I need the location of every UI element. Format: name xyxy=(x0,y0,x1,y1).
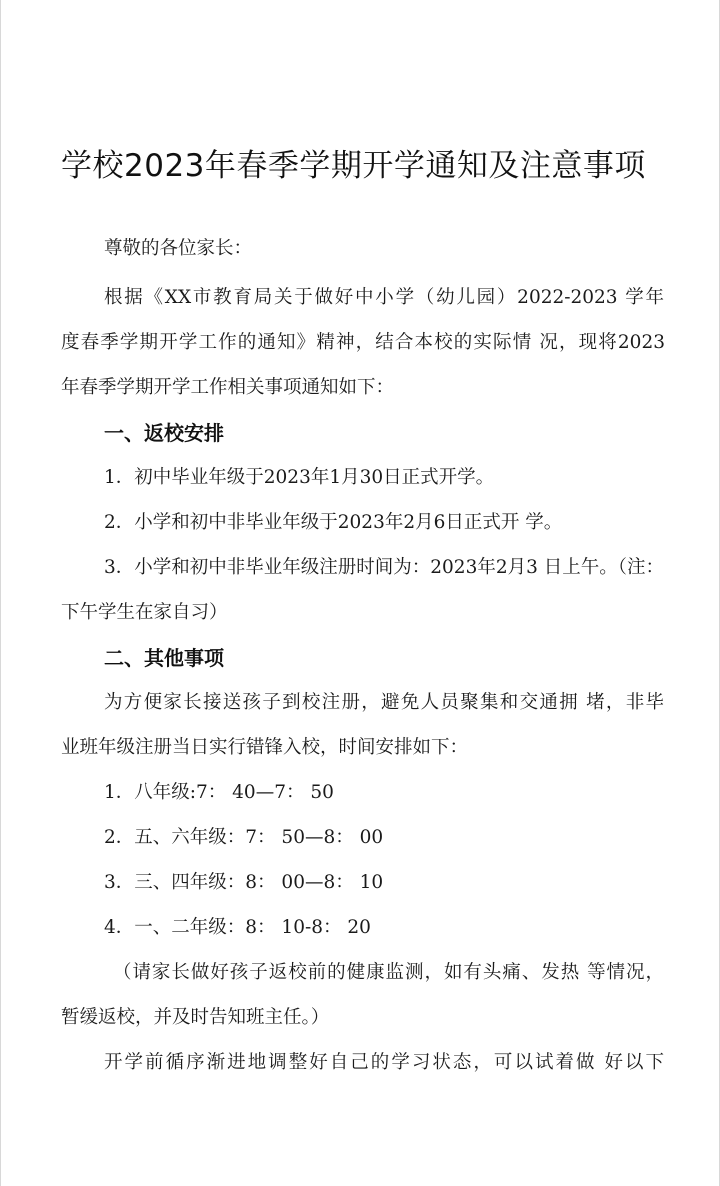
return-item-1: 1．初中毕业年级于2023年1月30日正式开学。 xyxy=(104,467,495,488)
intro-line-3: 年春季学期开学工作相关事项通知如下： xyxy=(61,377,395,398)
section-heading-other-matters: 二、其他事项 xyxy=(104,646,224,670)
intro-line-2: 度春季学期开学工作的通知》精神，结合本校的实际情 况，现将2023 xyxy=(61,332,665,353)
return-item-3-line-1: 3．小学和初中非毕业年级注册时间为：2023年2月3 日上午。（注： xyxy=(104,557,665,578)
greeting: 尊敬的各位家长： xyxy=(104,238,253,259)
time-slot-2: 2．五、六年级：7： 50—8： 00 xyxy=(104,827,384,848)
return-item-3-line-2: 下午学生在家自习） xyxy=(61,602,228,623)
return-item-2: 2．小学和初中非毕业年级于2023年2月6日正式开 学。 xyxy=(104,512,563,533)
intro-line-1: 根据《XX市教育局关于做好中小学（幼儿园）2022-2023 学年 xyxy=(104,287,664,308)
health-note-line-2: 暂缓返校，并及时告知班主任。） xyxy=(61,1007,330,1028)
time-slot-4: 4．一、二年级：8： 10-8： 20 xyxy=(104,917,371,938)
other-paragraph-2-line-1: 开学前循序渐进地调整好自己的学习状态，可以试着做 好以下 xyxy=(104,1052,664,1073)
other-paragraph-1-line-2: 业班年级注册当日实行错锋入校，时间安排如下： xyxy=(61,737,469,758)
section-heading-return-schedule: 一、返校安排 xyxy=(104,421,224,445)
page-title: 学校2023年春季学期开学通知及注意事项 xyxy=(61,148,646,184)
other-paragraph-1-line-1: 为方便家长接送孩子到校注册，避免人员聚集和交通拥 堵，非毕 xyxy=(104,692,664,713)
time-slot-3: 3．三、四年级：8： 00—8： 10 xyxy=(104,872,384,893)
health-note-line-1: （请家长做好孩子返校前的健康监测，如有头痛、发热 等情况， xyxy=(113,962,664,983)
time-slot-1: 1．八年级:7： 40—7： 50 xyxy=(104,782,334,803)
